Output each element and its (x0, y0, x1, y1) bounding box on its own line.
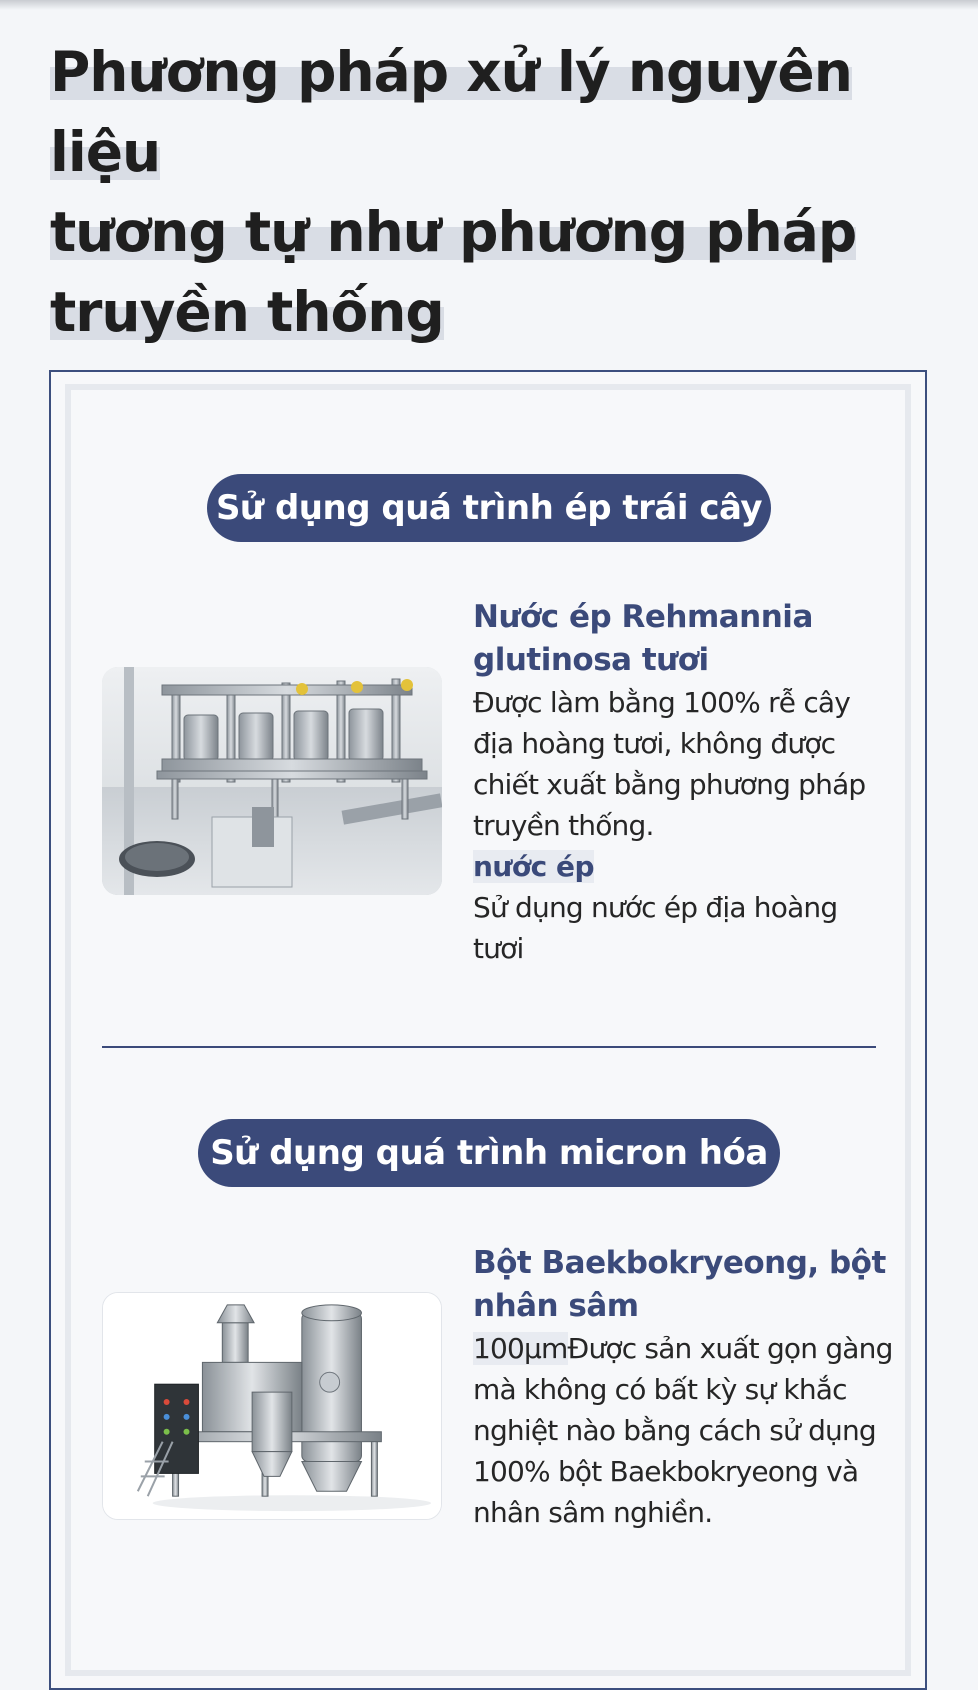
section-text-micronization (473, 1242, 893, 1533)
section-divider (102, 1046, 876, 1048)
section-heading-micronization: Bột Baekbokryeong, bột nhân sâm (473, 1245, 886, 1324)
section-heading-juice: Nước ép Rehmannia glutinosa tươi (473, 599, 813, 678)
section-body-juice: Được làm bằng 100% rễ cây địa hoàng tươi, không được chiết xuất bằng phương pháp truyền thống. (473, 686, 866, 842)
section-text-juice (473, 596, 893, 969)
page-title-line-3: truyền thống (50, 280, 444, 344)
section-pill-micronization: Sử dụng quá trình micron hóa (198, 1119, 780, 1187)
section-body-micronization (473, 1328, 893, 1533)
page-title-line-1: Phương pháp xử lý nguyên liệu (50, 40, 852, 184)
section-body-micronization-text: Được sản xuất gọn gàng mà không có bất kỳ sự khắc nghiệt nào bằng cách sử dụng 100% bột Baekbokryeong và nhân sâm nghiền. (473, 1332, 893, 1529)
micronization-machine-photo (102, 1292, 442, 1520)
section-body-juice-2: Sử dụng nước ép địa hoàng tươi (473, 891, 838, 965)
section-accent-micronization: 100μm (473, 1332, 568, 1365)
section-pill-juice-process: Sử dụng quá trình ép trái cây (207, 474, 771, 542)
top-shadow (0, 0, 978, 10)
page-title (50, 32, 930, 352)
page-title-line-2: tương tự như phương pháp (50, 200, 857, 264)
juice-press-machine-photo (102, 667, 442, 895)
section-accent-juice-label: nước ép (473, 850, 594, 883)
section-accent-juice (473, 846, 893, 887)
